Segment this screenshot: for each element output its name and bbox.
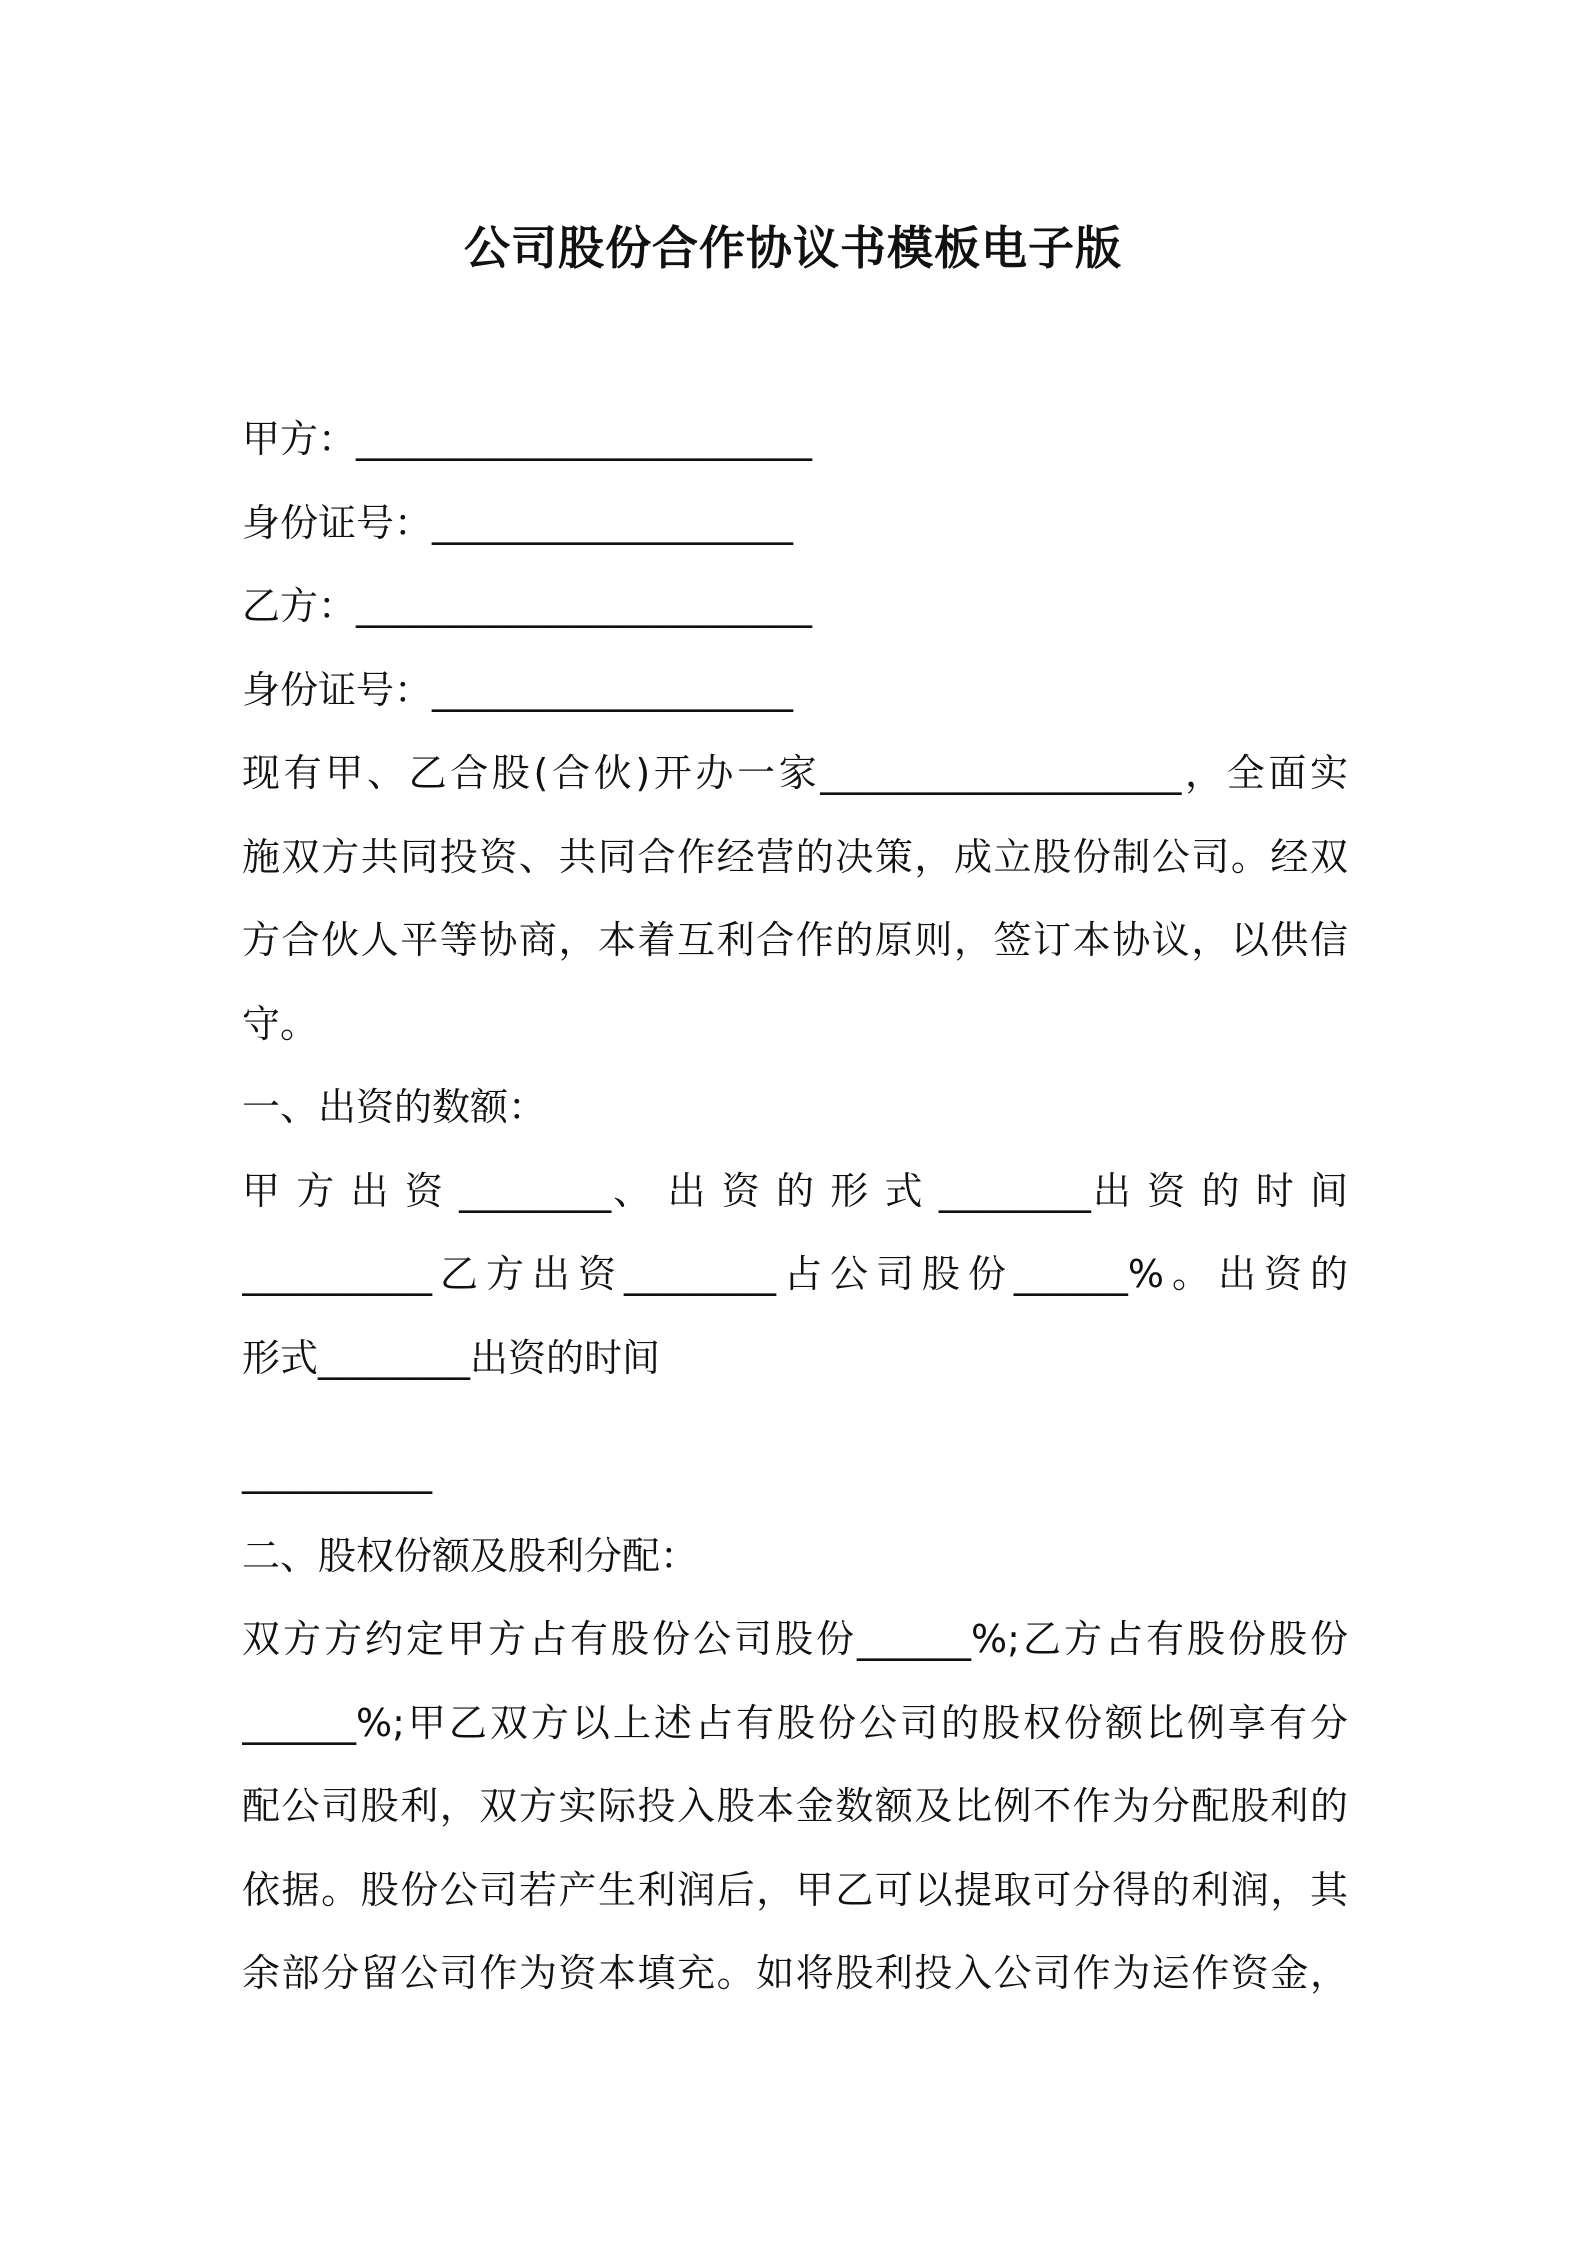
contribution-paragraph-line: __________乙方出资________占公司股份______%。出资的 (242, 1252, 1348, 1296)
equity-paragraph-line: ______%;甲乙双方以上述占有股份公司的股权份额比例享有分 (242, 1700, 1348, 1745)
paragraph-gap (242, 1400, 1348, 1431)
document-body (242, 398, 1348, 2016)
equity-paragraph-line: 配公司股利，双方实际投入股本金数额及比例不作为分配股利的 (242, 1784, 1348, 1828)
intro-paragraph-line: 守。 (242, 1001, 319, 1046)
equity-paragraph-line: 依据。股份公司若产生利润后，甲乙可以提取可分得的利润，其 (242, 1867, 1348, 1912)
intro-paragraph-line: 方合伙人平等协商，本着互利合作的原则，签订本协议，以供信 (242, 918, 1348, 962)
section-heading-contribution: 一、出资的数额： (242, 1085, 547, 1129)
document-title: 公司股份合作协议书模板电子版 (464, 221, 1122, 275)
contribution-paragraph-line: 甲 方 出 资 ________、 出 资 的 形 式 ________出 资 的 时 间 (242, 1168, 1348, 1213)
party-b-line: 乙方：________________________ (242, 584, 813, 628)
party-b-id-line: 身份证号：___________________ (242, 667, 794, 712)
contribution-paragraph-line: 形式________出资的时间 (242, 1335, 661, 1380)
contribution-blank-line: __________ (242, 1450, 432, 1494)
party-a-id-line: 身份证号：___________________ (242, 500, 794, 545)
equity-paragraph-line: 余部分留公司作为资本填充。如将股利投入公司作为运作资金， (242, 1951, 1348, 1995)
intro-paragraph-line: 施双方共同投资、共同合作经营的决策，成立股份制公司。经双 (242, 834, 1348, 879)
equity-paragraph-line: 双方方约定甲方占有股份公司股份______%;乙方占有股份股份 (242, 1617, 1348, 1661)
party-a-line: 甲方：________________________ (242, 417, 813, 461)
intro-paragraph-line: 现有甲、乙合股(合伙)开办一家___________________，全面实 (242, 751, 1348, 795)
section-heading-equity: 二、股权份额及股利分配： (242, 1533, 699, 1578)
